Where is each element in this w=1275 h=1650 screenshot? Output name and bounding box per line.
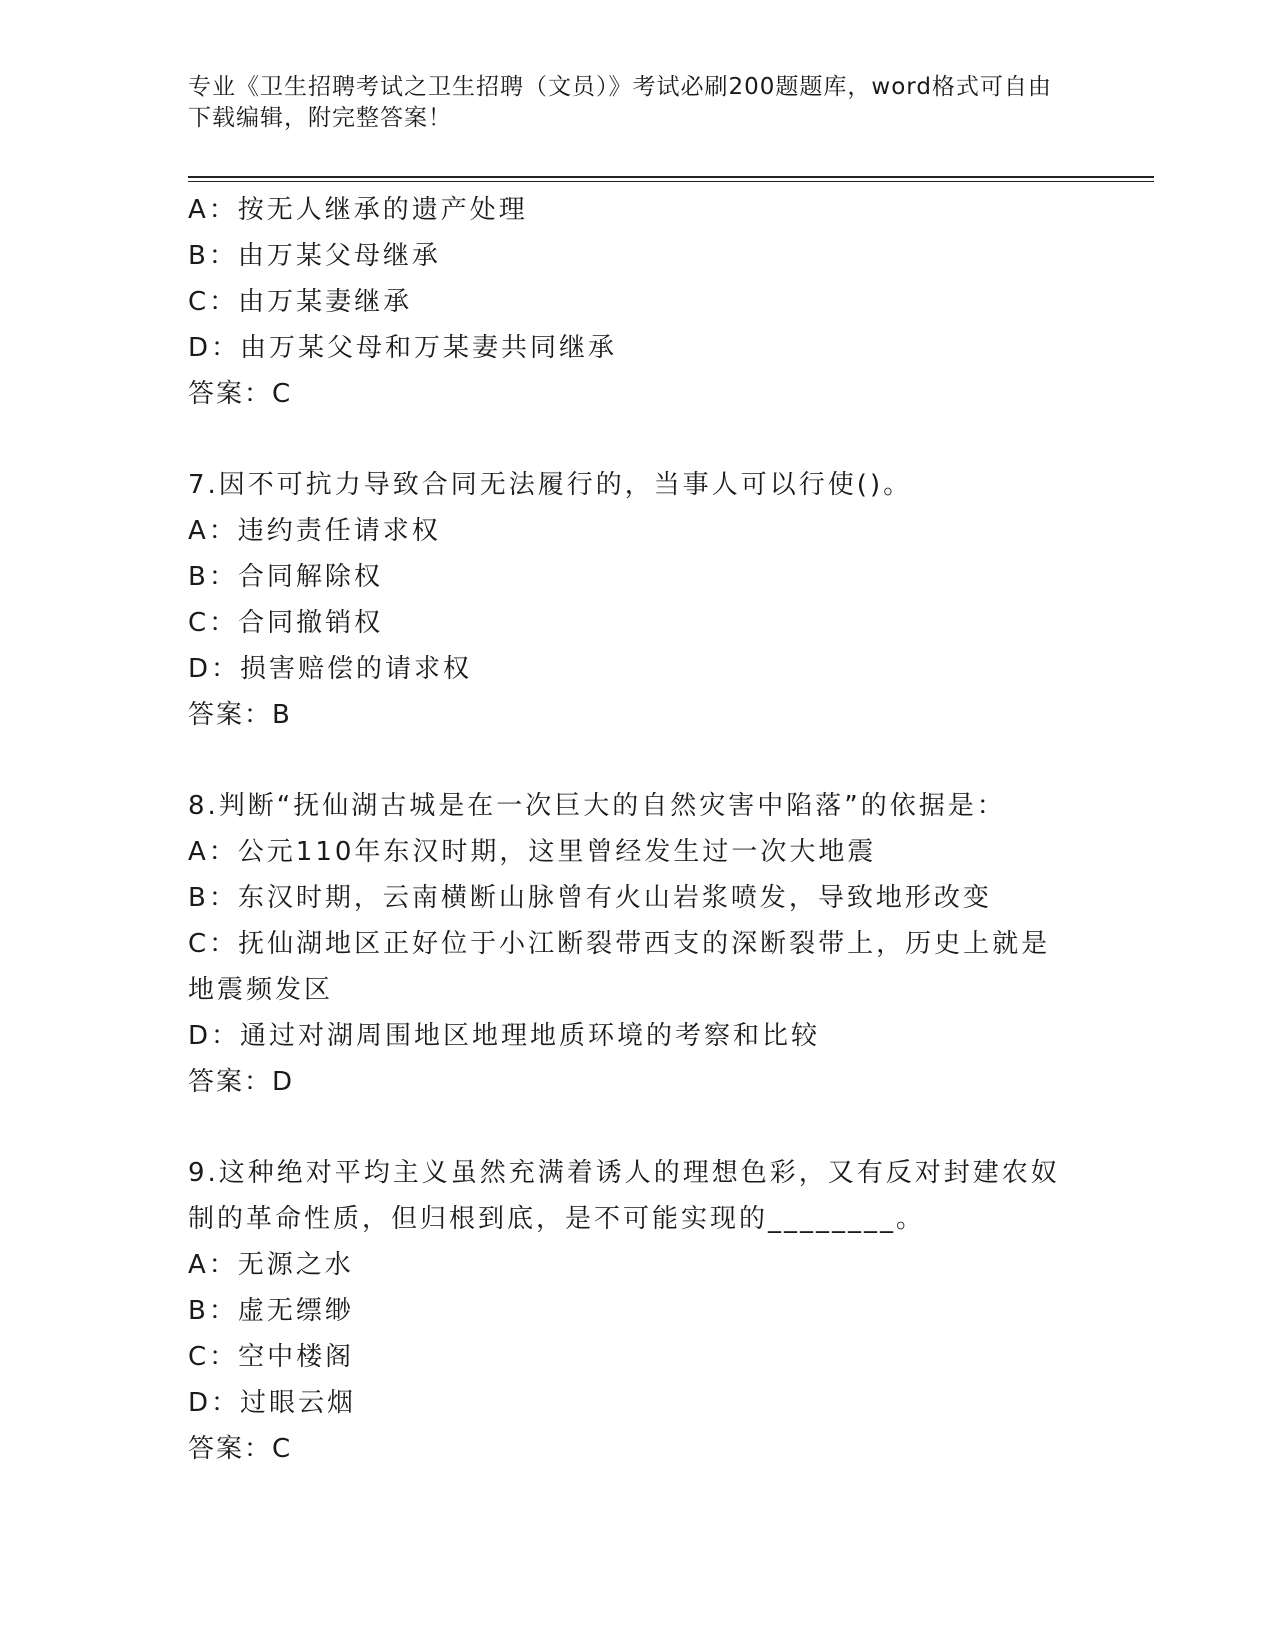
question-6-block xyxy=(188,187,1088,417)
option-a: A：公元110年东汉时期，这里曾经发生过一次大地震 xyxy=(188,837,877,867)
question-content xyxy=(188,187,1088,1472)
option-c: C：由万某妻继承 xyxy=(188,287,413,317)
option-b: B：虚无缥缈 xyxy=(188,1296,354,1326)
option-d: D：损害赔偿的请求权 xyxy=(188,654,473,684)
option-b: B：东汉时期，云南横断山脉曾有火山岩浆喷发，导致地形改变 xyxy=(188,883,992,913)
option-b: B：由万某父母继承 xyxy=(188,241,441,271)
question-text: 8.判断“抚仙湖古城是在一次巨大的自然灾害中陷落”的依据是： xyxy=(188,791,1006,821)
option-d: D：通过对湖周围地区地理地质环境的考察和比较 xyxy=(188,1021,821,1051)
answer-line: 答案：C xyxy=(188,379,293,409)
option-a: A：无源之水 xyxy=(188,1250,354,1280)
option-c: C：抚仙湖地区正好位于小江断裂带西支的深断裂带上，历史上就是地震频发区 xyxy=(188,929,1051,1005)
question-text: 7.因不可抗力导致合同无法履行的，当事人可以行使()。 xyxy=(188,470,913,500)
question-9-block xyxy=(188,1150,1088,1472)
option-d: D：过眼云烟 xyxy=(188,1388,357,1418)
answer-line: 答案：B xyxy=(188,700,292,730)
document-header: 专业《卫生招聘考试之卫生招聘（文员）》考试必刷200题题库，word格式可自由下载编辑，附完整答案！ xyxy=(188,74,1052,131)
option-c: C：合同撤销权 xyxy=(188,608,384,638)
question-7-block xyxy=(188,462,1088,738)
option-d: D：由万某父母和万某妻共同继承 xyxy=(188,333,618,363)
option-c: C：空中楼阁 xyxy=(188,1342,355,1372)
answer-line: 答案：C xyxy=(188,1434,293,1464)
header-divider xyxy=(188,176,1154,182)
option-a: A：按无人继承的遗产处理 xyxy=(188,195,528,225)
option-a: A：违约责任请求权 xyxy=(188,516,441,546)
answer-line: 答案：D xyxy=(188,1067,295,1097)
option-b: B：合同解除权 xyxy=(188,562,383,592)
question-text: 9.这种绝对平均主义虽然充满着诱人的理想色彩，又有反对封建农奴制的革命性质，但归根到底，是不可能实现的________。 xyxy=(188,1158,1060,1234)
question-8-block xyxy=(188,783,1088,1105)
